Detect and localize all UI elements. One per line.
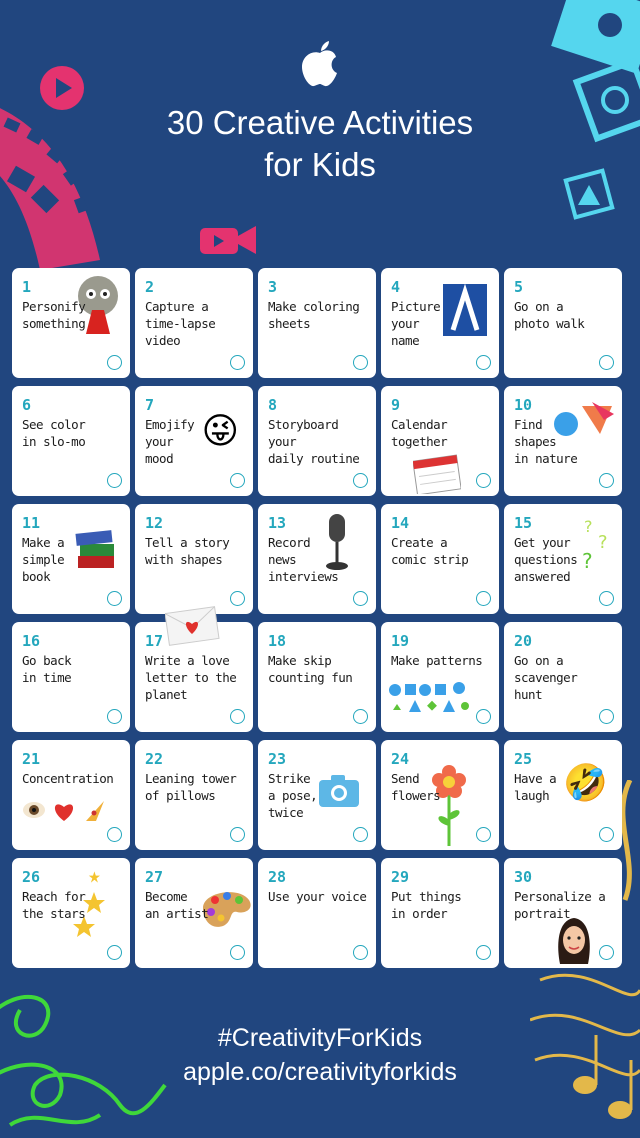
completion-checkbox[interactable] (599, 591, 614, 606)
activity-card[interactable] (504, 622, 622, 732)
activity-number: 2 (145, 278, 155, 296)
activity-card[interactable] (135, 268, 253, 378)
activity-number: 3 (268, 278, 278, 296)
activity-number: 20 (514, 632, 533, 650)
completion-checkbox[interactable] (107, 591, 122, 606)
activity-number: 17 (145, 632, 164, 650)
activity-label: Put things in order (391, 889, 462, 921)
activity-card[interactable] (504, 858, 622, 968)
activity-label: Have a laugh (514, 771, 557, 803)
activity-label: Personalize a portrait (514, 889, 606, 921)
completion-checkbox[interactable] (599, 473, 614, 488)
activity-card[interactable] (135, 386, 253, 496)
completion-checkbox[interactable] (353, 591, 368, 606)
activity-card[interactable] (135, 504, 253, 614)
activity-number: 14 (391, 514, 410, 532)
activity-card[interactable] (504, 504, 622, 614)
svg-text:?: ? (598, 532, 608, 553)
activity-label: Concentration (22, 771, 114, 786)
activity-card[interactable] (504, 268, 622, 378)
activity-number: 12 (145, 514, 164, 532)
video-camera-icon (198, 222, 258, 258)
activity-card[interactable] (258, 504, 376, 614)
activity-label: Go on a photo walk (514, 299, 585, 331)
activity-number: 27 (145, 868, 164, 886)
activity-card[interactable] (12, 268, 130, 378)
header (0, 40, 640, 186)
activity-label: Create a comic strip (391, 535, 469, 567)
activity-number: 18 (268, 632, 287, 650)
activity-card[interactable] (12, 740, 130, 850)
activity-card[interactable] (258, 858, 376, 968)
activity-card[interactable] (12, 858, 130, 968)
completion-checkbox[interactable] (353, 827, 368, 842)
activity-card[interactable] (504, 740, 622, 850)
completion-checkbox[interactable] (107, 945, 122, 960)
activity-label: Make a simple book (22, 535, 65, 584)
completion-checkbox[interactable] (599, 709, 614, 724)
activity-card[interactable] (258, 740, 376, 850)
love-letter-icon (165, 606, 221, 651)
activity-number: 19 (391, 632, 410, 650)
completion-checkbox[interactable] (107, 473, 122, 488)
activity-label: Make coloring sheets (268, 299, 360, 331)
completion-checkbox[interactable] (476, 827, 491, 842)
completion-checkbox[interactable] (230, 591, 245, 606)
activity-label: Capture a time-lapse video (145, 299, 216, 348)
title-line-2: for Kids (264, 146, 376, 183)
activity-number: 9 (391, 396, 401, 414)
completion-checkbox[interactable] (230, 473, 245, 488)
completion-checkbox[interactable] (353, 473, 368, 488)
activity-card[interactable] (381, 622, 499, 732)
activity-number: 29 (391, 868, 410, 886)
activity-card[interactable] (12, 622, 130, 732)
completion-checkbox[interactable] (599, 827, 614, 842)
activity-number: 10 (514, 396, 533, 414)
page-title (0, 102, 640, 186)
activity-number: 8 (268, 396, 278, 414)
activity-number: 28 (268, 868, 287, 886)
activity-number: 7 (145, 396, 155, 414)
activity-label: Tell a story with shapes (145, 535, 230, 567)
activity-card[interactable] (258, 268, 376, 378)
completion-checkbox[interactable] (230, 355, 245, 370)
activity-label: Go back in time (22, 653, 72, 685)
activity-number: 5 (514, 278, 524, 296)
activity-grid (12, 268, 622, 968)
activity-label: Personify something (22, 299, 86, 331)
activity-card[interactable] (381, 740, 499, 850)
title-line-1: 30 Creative Activities (166, 104, 474, 141)
activity-card[interactable] (135, 622, 253, 732)
silly-face-emoji-icon: 😜 (201, 411, 239, 452)
activity-number: 23 (268, 750, 287, 768)
activity-number: 13 (268, 514, 287, 532)
activity-card[interactable] (258, 386, 376, 496)
activity-label: Make skip counting fun (268, 653, 353, 685)
activity-label: Use your voice (268, 889, 367, 904)
activity-number: 16 (22, 632, 41, 650)
activity-number: 6 (22, 396, 32, 414)
activity-label: Leaning tower of pillows (145, 771, 237, 803)
completion-checkbox[interactable] (230, 945, 245, 960)
activity-label: See color in slo-mo (22, 417, 86, 449)
completion-checkbox[interactable] (476, 355, 491, 370)
completion-checkbox[interactable] (107, 709, 122, 724)
activity-card[interactable] (12, 386, 130, 496)
completion-checkbox[interactable] (476, 473, 491, 488)
activity-label: Become an artist (145, 889, 209, 921)
activity-number: 4 (391, 278, 401, 296)
activity-number: 1 (22, 278, 32, 296)
activity-label: Send flowers (391, 771, 441, 803)
activity-card[interactable] (135, 858, 253, 968)
svg-text:?: ? (582, 549, 593, 573)
completion-checkbox[interactable] (476, 709, 491, 724)
pattern-shapes-icon (389, 682, 473, 719)
hashtag: #CreativityForKids (217, 1024, 423, 1052)
activity-card[interactable] (504, 386, 622, 496)
activity-label: Go on a scavenger hunt (514, 653, 578, 702)
activity-number: 21 (22, 750, 41, 768)
activity-label: Make patterns (391, 653, 483, 668)
activity-label: Calendar together (391, 417, 448, 449)
completion-checkbox[interactable] (599, 355, 614, 370)
activity-label: Strike a pose, twice (268, 771, 318, 820)
footer-url[interactable]: apple.co/creativityforkids (183, 1058, 457, 1086)
activity-number: 15 (514, 514, 533, 532)
completion-checkbox[interactable] (107, 827, 122, 842)
activity-number: 30 (514, 868, 533, 886)
activity-label: Storyboard your daily routine (268, 417, 360, 466)
svg-text:?: ? (584, 518, 593, 536)
completion-checkbox[interactable] (476, 945, 491, 960)
apple-logo-icon (300, 40, 340, 88)
completion-checkbox[interactable] (230, 709, 245, 724)
activity-label: Write a love letter to the planet (145, 653, 237, 702)
calendar-icon (413, 452, 461, 499)
activity-label: Get your questions answered (514, 535, 578, 584)
activity-label: Record news interviews (268, 535, 339, 584)
activity-label: Picture your name (391, 299, 441, 348)
completion-checkbox[interactable] (476, 591, 491, 606)
activity-card[interactable] (381, 858, 499, 968)
laughing-emoji-icon: 🤣 (563, 763, 608, 804)
activity-card[interactable] (381, 386, 499, 496)
completion-checkbox[interactable] (599, 945, 614, 960)
eye-heart-pizza-icons (22, 796, 106, 828)
completion-checkbox[interactable] (353, 355, 368, 370)
activity-number: 25 (514, 750, 533, 768)
activity-number: 11 (22, 514, 41, 532)
completion-checkbox[interactable] (107, 355, 122, 370)
completion-checkbox[interactable] (353, 709, 368, 724)
activity-card[interactable] (381, 504, 499, 614)
activity-card[interactable] (135, 740, 253, 850)
activity-number: 22 (145, 750, 164, 768)
activity-card[interactable] (381, 268, 499, 378)
completion-checkbox[interactable] (230, 827, 245, 842)
completion-checkbox[interactable] (353, 945, 368, 960)
activity-label: Reach for the stars (22, 889, 86, 921)
activity-label: Find shapes in nature (514, 417, 578, 466)
activity-card[interactable] (258, 622, 376, 732)
activity-card[interactable] (12, 504, 130, 614)
activity-number: 24 (391, 750, 410, 768)
memoji-portrait-icon (554, 914, 594, 969)
activity-label: Emojify your mood (145, 417, 195, 466)
activity-number: 26 (22, 868, 41, 886)
